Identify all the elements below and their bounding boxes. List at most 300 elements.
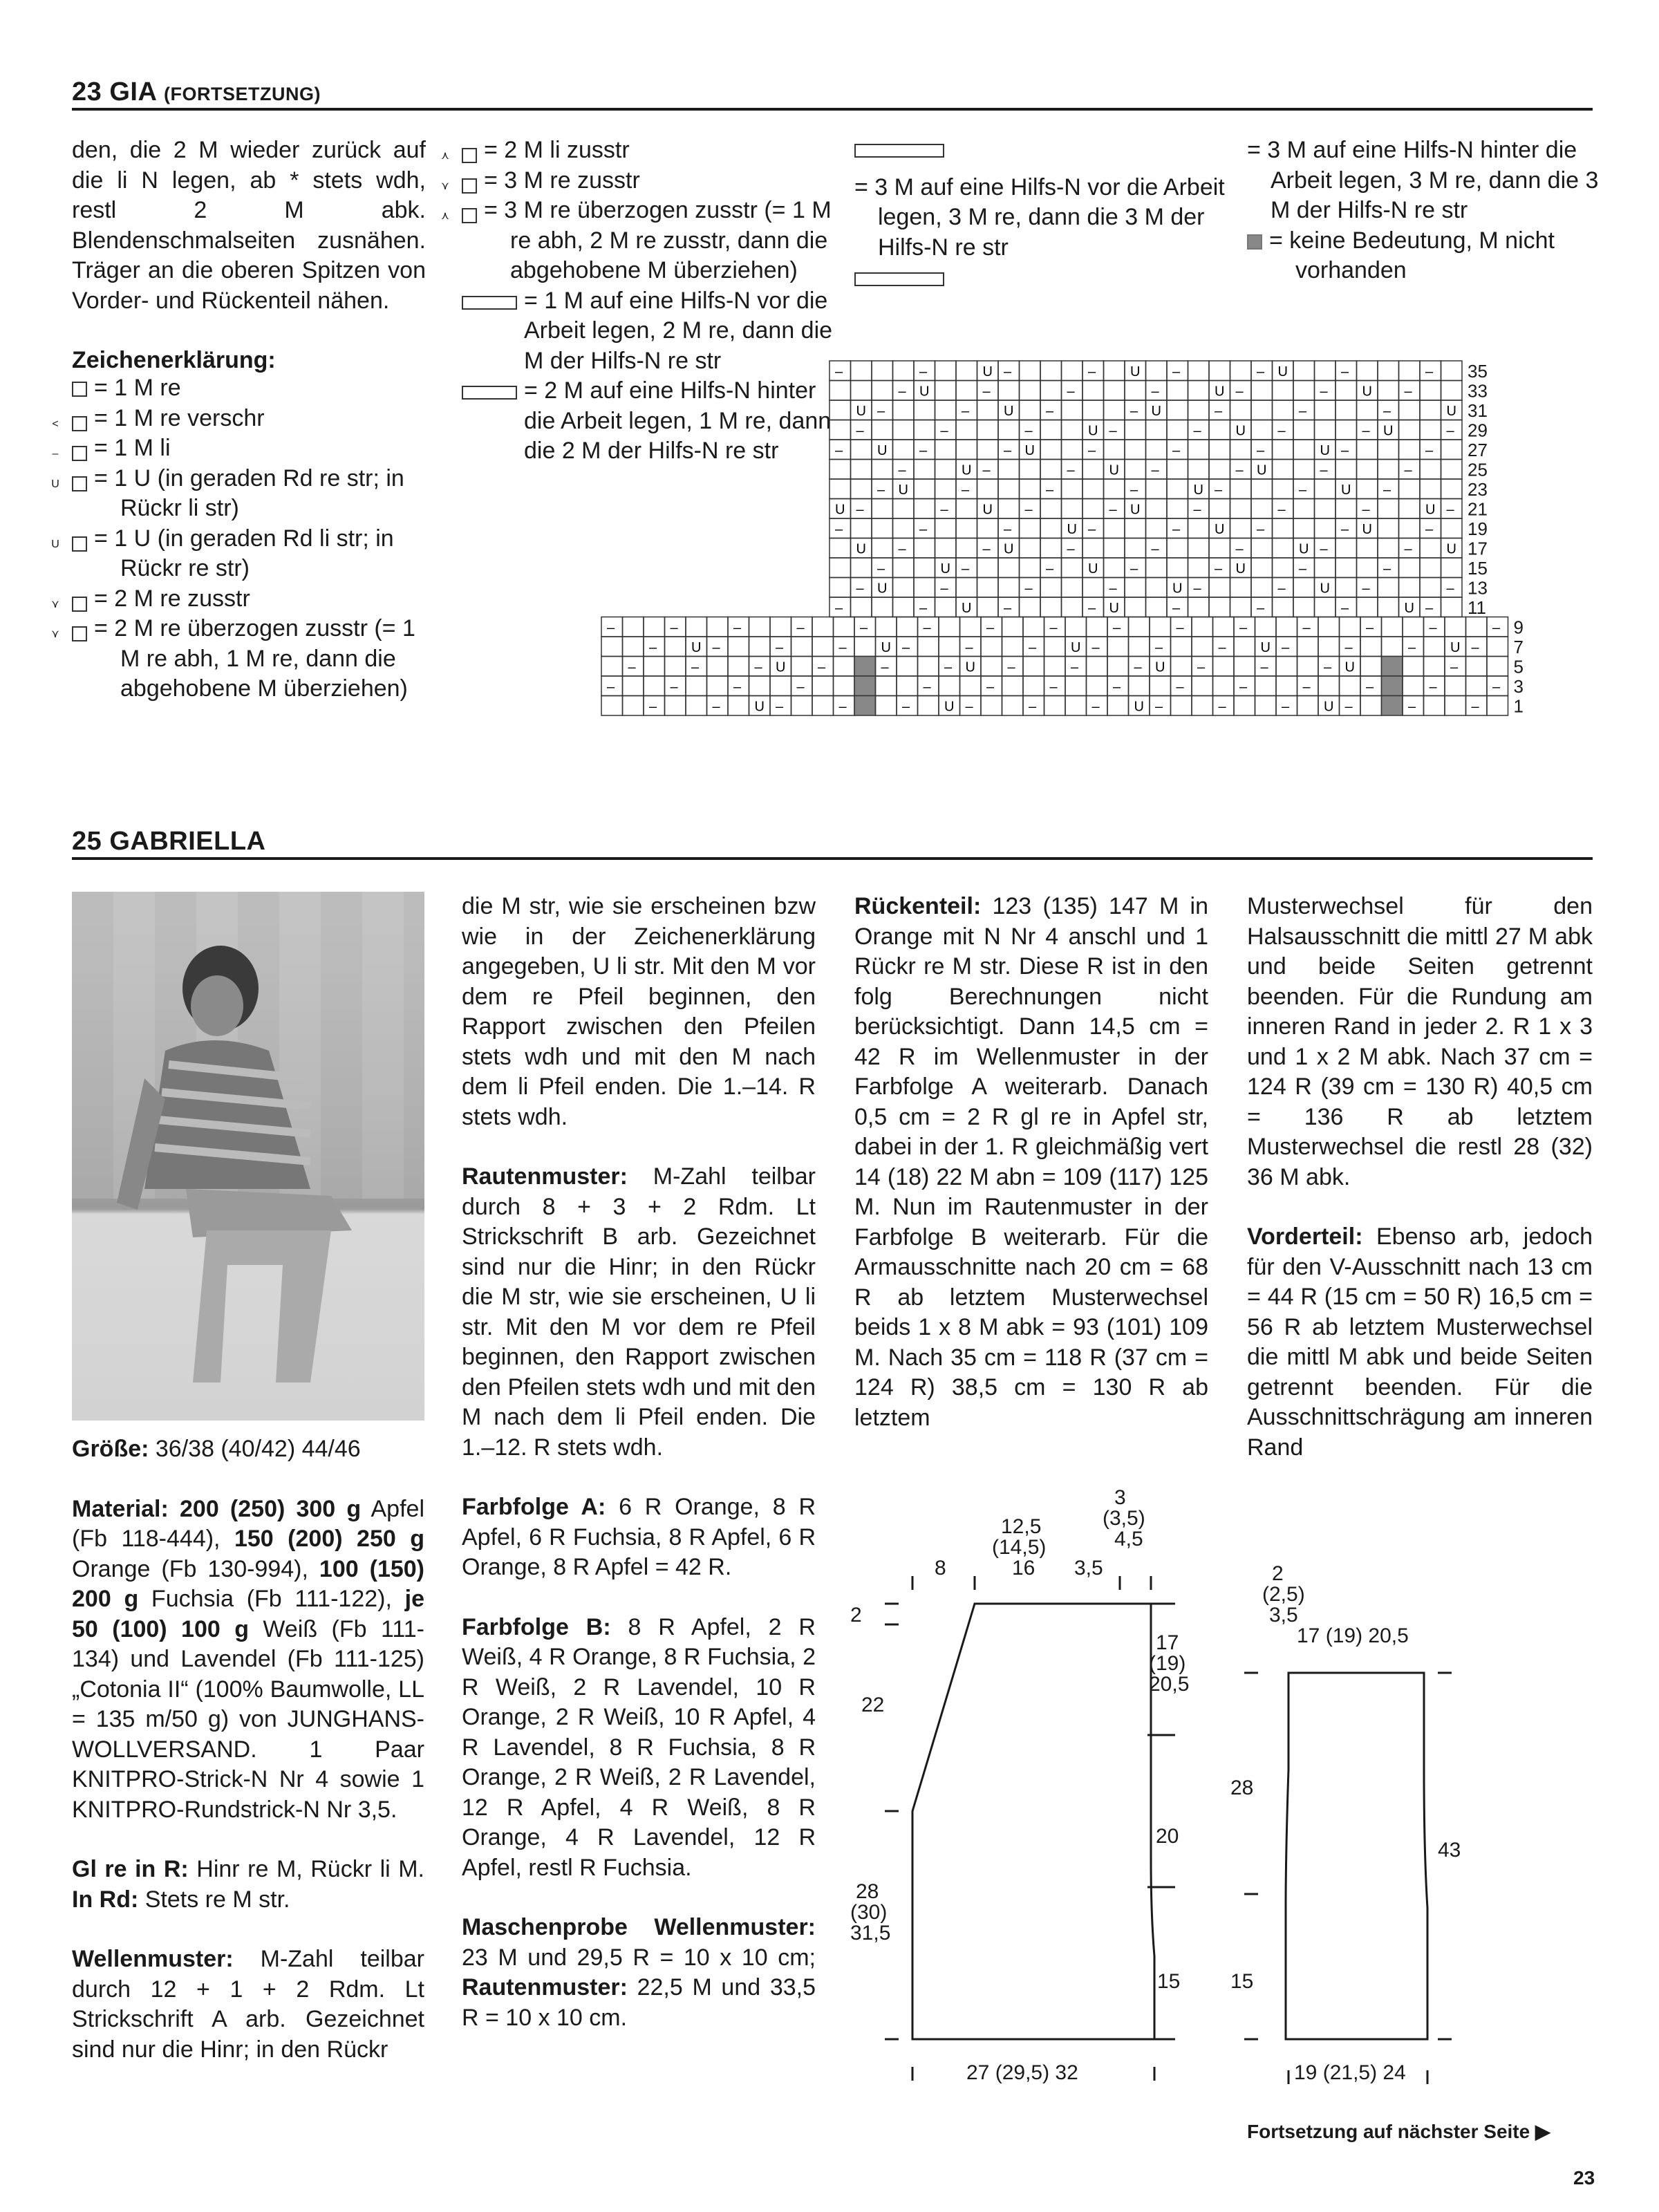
chart-cell: [1188, 538, 1210, 559]
chart-cell: [1251, 420, 1273, 440]
chart-row-number: 13: [1468, 577, 1488, 599]
legend-list-3: [854, 142, 1228, 293]
chart-cell: [872, 499, 893, 519]
chart-symbol: U: [1024, 443, 1035, 458]
chart-cell: [1251, 381, 1273, 401]
chart-symbol: –: [877, 561, 885, 577]
chart-symbol: –: [856, 502, 864, 518]
chart-cell: [1293, 361, 1315, 381]
chart-cell: [1129, 637, 1150, 657]
chart-row-number: 21: [1468, 498, 1488, 520]
chart-symbol: U: [1404, 601, 1414, 616]
chart-cell: [1335, 499, 1357, 519]
chart-cell: [1023, 617, 1044, 637]
legend-item: U = 1 U (in geraden Rd li str; in Rückr re str): [51, 525, 394, 581]
chart-symbol: U: [1172, 581, 1183, 597]
chart-symbol: –: [1215, 482, 1223, 498]
chart-cell: [1107, 637, 1129, 657]
chart-cell: [935, 440, 957, 460]
chart-symbol: –: [607, 620, 615, 636]
chart-cell: [1445, 617, 1466, 637]
chart-symbol: U: [1215, 384, 1225, 400]
chart-cell: [1297, 696, 1319, 716]
chart-cell: [1441, 361, 1463, 381]
chart-symbol: –: [1049, 620, 1058, 636]
chart-cell: [1399, 361, 1421, 381]
chart-cell: [1466, 676, 1488, 696]
chart-cell: [1188, 558, 1210, 578]
chart-cell: [1209, 578, 1230, 598]
chart-cell: [1335, 558, 1357, 578]
gl-re-paragraph: Gl re in R: Hinr re M, Rückr li M. In Rd: Stets re M str.: [72, 1856, 424, 1913]
chart-cell: [1293, 460, 1315, 480]
chart-cell: [665, 637, 686, 657]
section-25-title: 25 GABRIELLA: [72, 827, 266, 856]
chart-cell: [1020, 558, 1041, 578]
chart-symbol: –: [982, 541, 991, 557]
chart-symbol: –: [796, 620, 805, 636]
chart-cell: [1040, 578, 1062, 598]
chart-cell: [1357, 479, 1378, 499]
chart-cell: [1441, 518, 1463, 538]
chart-cell: [1023, 676, 1044, 696]
chart-cell: [1065, 676, 1087, 696]
chart-symbol: –: [1302, 679, 1311, 695]
chart-cell: [1125, 440, 1146, 460]
chart-cell: [893, 420, 915, 440]
wellenmuster-cont: die M str, wie sie erscheinen bzw wie in der Zeichenerklärung angegeben, U li str. Mit den M vor dem re Pfeil beginnen, den Rapport zwischen den Pfeilen stets wdh und mit den M nach dem li Pfeil enden. Die 1.–14. R stets wdh.: [462, 893, 816, 1130]
chart-cell: [1378, 578, 1399, 598]
chart-cell: [935, 518, 957, 538]
chart-cell: [998, 499, 1020, 519]
model-photo: [72, 892, 424, 1421]
chart-cell: [1335, 460, 1357, 480]
farbfolge-b-paragraph: Farbfolge B: 8 R Apfel, 2 R Weiß, 4 R Orange, 8 R Fuchsia, 2 R Weiß, 2 R Lavendel, 10 R Orange, 2 R Weiß, 10 R Apfel, 4 R Lavendel, 8 R Fuchsia, 8 R Orange, 2 R Weiß, 2 R Lavendel, 12 R Apfel, 4 R Weiß, 8 R Orange, 4 R Lavendel, 12 R Apfel, restl R Fuchsia.: [462, 1613, 816, 1881]
chart-cell: [1146, 420, 1168, 440]
chart-cell: [1082, 538, 1104, 559]
chart-symbol: –: [1091, 640, 1100, 655]
chart-symbol: –: [1091, 699, 1100, 715]
chart-cell: [1255, 676, 1277, 696]
chart-symbol: –: [1383, 561, 1391, 577]
chart-symbol: –: [1024, 423, 1033, 439]
chart-cell: [644, 676, 665, 696]
chart-symbol: –: [1344, 640, 1353, 655]
chart-symbol: –: [1113, 620, 1121, 636]
chart-cell: [1188, 460, 1210, 480]
chart-symbol: U: [1134, 699, 1144, 715]
chart-cell: [1171, 637, 1192, 657]
chart-cell: [1399, 479, 1421, 499]
chart-symbol: –: [1257, 443, 1265, 458]
chart-symbol: U: [1450, 640, 1461, 655]
chart-symbol: –: [940, 581, 948, 597]
chart-symbol: –: [1257, 601, 1265, 616]
chart-symbol: –: [1492, 620, 1501, 636]
legend-item: = 3 M auf eine Hilfs-N vor die Arbeit legen, 3 M re, dann die 3 M der Hilfs-N re str: [854, 174, 1225, 261]
chart-cell: [830, 538, 851, 559]
cable-front-1-2-icon: [462, 296, 517, 310]
chart-symbol: U: [1004, 404, 1014, 419]
chart-cell: [1062, 578, 1083, 598]
chart-cell: [1273, 597, 1294, 617]
chart-cell: [1040, 499, 1062, 519]
chart-cell: [872, 460, 893, 480]
chart-cell: [897, 676, 918, 696]
chart-cell: [1441, 381, 1463, 401]
chart-cell: [977, 479, 999, 499]
chart-symbol: U: [962, 462, 972, 478]
chart-symbol: –: [1218, 640, 1226, 655]
chart-cell: [1251, 479, 1273, 499]
chart-cell: [1107, 696, 1129, 716]
dim-8: 8: [935, 1557, 946, 1580]
chart-symbol: –: [1024, 581, 1033, 597]
section-25-rule: [72, 857, 1593, 860]
chart-symbol: –: [940, 502, 948, 518]
chart-row-number: 29: [1468, 420, 1488, 441]
ssk-icon: ⋎: [72, 626, 87, 641]
chart-row-number: 3: [1513, 676, 1524, 697]
chart-cell: [1062, 400, 1083, 420]
chart-symbol: –: [1215, 404, 1223, 419]
chart-symbol: –: [1471, 699, 1479, 715]
chart-cell: [1146, 361, 1168, 381]
dim-15: 15: [1157, 1970, 1181, 1993]
yarn-over-icon: U: [72, 476, 87, 491]
chart-symbol: –: [1492, 679, 1501, 695]
chart-cell: [1420, 420, 1441, 440]
chart-cell: [977, 440, 999, 460]
chart-cell: [872, 361, 893, 381]
chart-symbol: –: [1172, 522, 1181, 537]
chart-cell: [1424, 637, 1445, 657]
chart-cell: [1445, 676, 1466, 696]
chart-symbol: U: [1425, 502, 1436, 518]
chart-cell: [1082, 381, 1104, 401]
chart-symbol: U: [1341, 482, 1351, 498]
chart-symbol: U: [962, 601, 972, 616]
chart-cell: [1082, 460, 1104, 480]
chart-cell: [1040, 361, 1062, 381]
chart-cell: [728, 657, 749, 677]
chart-cell: [851, 558, 872, 578]
chart-cell: [1357, 440, 1378, 460]
chart-cell: [1104, 381, 1125, 401]
chart-cell: [1399, 400, 1421, 420]
chart-cell: [854, 676, 876, 696]
chart-cell: [1209, 597, 1230, 617]
chart-symbol: –: [919, 522, 928, 537]
chart-symbol: U: [965, 659, 975, 675]
chart-cell: [1062, 420, 1083, 440]
chart-symbol: –: [1004, 443, 1012, 458]
chart-symbol: –: [1109, 423, 1117, 439]
chart-symbol: –: [860, 620, 868, 636]
chart-cell: [1167, 460, 1188, 480]
chart-cell: [1213, 617, 1235, 637]
chart-symbol: U: [898, 482, 908, 498]
chart-cell: [977, 400, 999, 420]
chart-cell: [1002, 696, 1024, 716]
chart-cell: [1251, 558, 1273, 578]
chart-cell: [1082, 499, 1104, 519]
chart-symbol: –: [1299, 482, 1307, 498]
chart-cell: [1378, 460, 1399, 480]
chart-cell: [960, 676, 982, 696]
chart-symbol: –: [1130, 561, 1138, 577]
chart-cell: [1146, 578, 1168, 598]
chart-cell: [1040, 518, 1062, 538]
chart-cell: [686, 676, 707, 696]
chart-cell: [1251, 499, 1273, 519]
legend-item: = 1 M auf eine Hilfs-N vor die Arbeit legen, 2 M re, dann die M der Hilfs-N re str: [462, 286, 835, 377]
chart-symbol: U: [1130, 502, 1141, 518]
chart-cell: [998, 381, 1020, 401]
chart-symbol: –: [776, 699, 784, 715]
chart-symbol: –: [1425, 522, 1434, 537]
chart-symbol: –: [919, 364, 928, 379]
chart-cell: [960, 617, 982, 637]
chart-cell: [1150, 676, 1171, 696]
s25-col2: [462, 892, 816, 2033]
chart-symbol: U: [1324, 699, 1334, 715]
chart-cell: [893, 518, 915, 538]
chart-symbol: –: [1109, 581, 1117, 597]
chart-symbol: –: [1130, 404, 1138, 419]
chart-symbol: –: [1134, 659, 1142, 675]
chart-symbol: –: [1235, 384, 1244, 400]
chart-symbol: –: [1408, 640, 1416, 655]
chart-cell: [1273, 538, 1294, 559]
chart-cell: [1209, 538, 1230, 559]
chart-row-number: 35: [1468, 361, 1488, 382]
chart-cell: [1424, 696, 1445, 716]
chart-cell: [998, 558, 1020, 578]
chart-symbol: –: [1299, 404, 1307, 419]
chart-cell: [1382, 676, 1403, 696]
chart-cell: [1087, 657, 1108, 677]
section-23-rule: [72, 108, 1593, 111]
arrow-right-icon: ▶: [1535, 2121, 1550, 2142]
chart-cell: [791, 657, 813, 677]
chart-cell: [834, 617, 855, 637]
maschenprobe-paragraph: Maschenprobe Wellenmuster: 23 M und 29,5 R = 10 x 10 cm; Rautenmuster: 22,5 M und 33,5 R = 10 x 10 cm.: [462, 1914, 816, 2031]
chart-symbol: –: [962, 561, 970, 577]
chart-row-number: 11: [1468, 597, 1486, 618]
chart-cell: [1044, 657, 1066, 677]
chart-cell: [749, 617, 771, 637]
chart-cell: [918, 637, 939, 657]
chart-cell: [1255, 617, 1277, 637]
chart-symbol: –: [1235, 462, 1244, 478]
chart-cell: [1082, 479, 1104, 499]
chart-symbol: U: [1088, 423, 1098, 439]
chart-symbol: –: [691, 659, 700, 675]
chart-symbol: –: [1446, 423, 1454, 439]
chart-symbol: –: [796, 679, 805, 695]
chart-symbol: U: [1320, 581, 1330, 597]
sleeve-dim-top: 17 (19) 20,5: [1297, 1624, 1409, 1647]
chart-symbol: –: [1067, 384, 1075, 400]
chart-symbol: –: [1151, 462, 1159, 478]
chart-cell: [1378, 440, 1399, 460]
chart-cell: [1146, 479, 1168, 499]
chart-symbol: –: [1088, 522, 1096, 537]
chart-cell: [914, 538, 935, 559]
chart-cell: [1466, 617, 1488, 637]
chart-symbol: –: [1383, 404, 1391, 419]
chart-symbol: –: [1404, 462, 1412, 478]
chart-cell: [1360, 657, 1382, 677]
chart-cell: [1020, 538, 1041, 559]
legend-item: ⋏ = 2 M li zusstr: [441, 137, 630, 163]
chart-cell: [686, 696, 707, 716]
chart-cell: [1192, 637, 1213, 657]
chart-symbol: –: [962, 482, 970, 498]
chart-cell: [854, 657, 876, 677]
sleeve-dim-43: 43: [1438, 1839, 1461, 1862]
chart-symbol: –: [962, 404, 970, 419]
chart-cell: [1150, 617, 1171, 637]
chart-cell: [644, 617, 665, 637]
chart-symbol: –: [1046, 404, 1054, 419]
legend-item: ⋎ = 3 M re zusstr: [441, 167, 640, 194]
chart-cell: [935, 400, 957, 420]
chart-symbol: –: [965, 699, 973, 715]
chart-cell: [791, 696, 813, 716]
chart-cell: [935, 381, 957, 401]
chart-cell: [1251, 400, 1273, 420]
chart-symbol: –: [898, 384, 906, 400]
chart-symbol: –: [856, 581, 864, 597]
chart-cell: [707, 657, 729, 677]
chart-cell: [981, 657, 1002, 677]
chart-cell: [812, 696, 834, 716]
chart-cell: [1315, 558, 1336, 578]
chart-cell: [1315, 479, 1336, 499]
chart-symbol: U: [877, 581, 888, 597]
chart-cell: [1424, 657, 1445, 677]
section-title-main: 23 GIA: [72, 77, 156, 106]
chart-cell: [872, 538, 893, 559]
chart-symbol: –: [649, 699, 657, 715]
chart-symbol: –: [1176, 679, 1184, 695]
chart-symbol: –: [898, 541, 906, 557]
chart-symbol: –: [1151, 384, 1159, 400]
chart-symbol: U: [1004, 541, 1014, 557]
chart-cell: [851, 381, 872, 401]
chart-symbol: –: [982, 462, 991, 478]
chart-cell: [830, 558, 851, 578]
legend-item: = keine Bedeutung, M nicht vorhanden: [1247, 226, 1606, 286]
chart-cell: [1441, 558, 1463, 578]
chart-cell: [1297, 637, 1319, 657]
chart-cell: [1399, 440, 1421, 460]
legend-item: = 3 M auf eine Hilfs-N hinter die Arbeit legen, 3 M re, dann die 3 M der Hilfs-N re str: [1247, 137, 1599, 223]
chart-cell: [1087, 676, 1108, 696]
chart-symbol: –: [1383, 482, 1391, 498]
chart-cell: [1357, 558, 1378, 578]
chart-symbol: –: [902, 699, 910, 715]
chart-cell: [1209, 361, 1230, 381]
chart-symbol: –: [1151, 541, 1159, 557]
chart-cell: [851, 460, 872, 480]
chart-cell: [1293, 578, 1315, 598]
chart-cell: [1020, 479, 1041, 499]
chart-cell: [1340, 676, 1361, 696]
s25-col1: [72, 1434, 424, 2065]
chart-symbol: –: [776, 640, 784, 655]
chart-cell: [977, 578, 999, 598]
chart-symbol: –: [1218, 699, 1226, 715]
chart-cell: [854, 637, 876, 657]
k3tog-icon: ⋎: [462, 178, 477, 194]
chart-cell: [1230, 479, 1252, 499]
chart-cell: [1129, 676, 1150, 696]
chart-symbol: –: [1366, 620, 1374, 636]
chart-row-number: 23: [1468, 479, 1488, 500]
chart-cell: [1167, 558, 1188, 578]
chart-symbol: –: [1425, 601, 1434, 616]
chart-symbol: U: [1088, 561, 1098, 577]
chart-cell: [749, 637, 771, 657]
dim-bottom-width: 27 (29,5) 32: [966, 2061, 1078, 2084]
knit-stitch-icon: [72, 382, 87, 397]
chart-symbol: –: [712, 640, 720, 655]
rautenmuster-paragraph: Rautenmuster: M-Zahl teilbar durch 8 + 3 + 2 Rdm. Lt Strickschrift B arb. Gezeichnet sind nur die Hinr; in den Rückr die M str, wie sie erscheinen, U li str. Mit den M vor dem re Pfeil beginnen, den Rapport zwischen den Pfeilen stets wdh und mit den M nach dem li Pfeil enden. Die 1.–12. R stets wdh.: [462, 1163, 816, 1461]
chart-cell: [1209, 420, 1230, 440]
chart-cell: [1002, 617, 1024, 637]
material-paragraph: Material: 200 (250) 300 g Apfel (Fb 118-444), 150 (200) 250 g Orange (Fb 130-994), 100 (150) 200 g Fuchsia (Fb 111-122), je 50 (100) 100 g Weiß (Fb 111-134) und Lavendel (Fb 111-125) „Cotonia II“ (100% Baumwolle, LL = 135 m/50 g) von JUNGHANS-WOLLVERSAND. 1 Paar KNITPRO-Strick-N Nr 4 sowie 1 KNITPRO-Rundstrick-N Nr 3,5.: [72, 1495, 425, 1823]
chart-symbol: –: [835, 364, 843, 379]
chart-symbol: –: [1425, 443, 1434, 458]
chart-symbol: U: [1299, 541, 1309, 557]
chart-cell: [956, 361, 977, 381]
chart-cell: [728, 696, 749, 716]
chart-symbol: U: [1071, 640, 1081, 655]
sk2p-icon: ⋏: [462, 208, 477, 223]
schematic-sleeve: [1230, 1562, 1535, 2115]
chart-symbol: –: [986, 620, 995, 636]
chart-cell: [1360, 637, 1382, 657]
legend-item: < = 1 M re verschr: [52, 404, 265, 431]
chart-cell: [1273, 381, 1294, 401]
chart-cell: [1065, 617, 1087, 637]
chart-symbol: U: [944, 699, 955, 715]
chart-cell: [1125, 578, 1146, 598]
chart-symbol: U: [1193, 482, 1203, 498]
rueckenteil-paragraph: Rückenteil: 123 (135) 147 M in Orange mit N Nr 4 anschl und 1 Rückr re M str. Diese R ist in den folg Berechnungen nicht berücksichtigt. Dann 14,5 cm = 42 R im Wellenmuster in der Farbfolge A weiterarb. Danach 0,5 cm = 2 R gl re in Apfel str, dabei in der 1. R gleichmäßig vert 14 (18) 22 M abn = 109 (117) 125 M. Nun im Rautenmuster in der Farbfolge B weiterarb. Für die Armausschnitte nach 20 cm = 68 R ab letztem Musterwechsel beids 1 x 8 M abk = 93 (101) 109 M. Nach 35 cm = 118 R (37 cm = 124 R) 38,5 cm = 130 R ab letztem: [854, 893, 1208, 1431]
chart-cell: [956, 420, 977, 440]
chart-cell: [1087, 617, 1108, 637]
no-stitch-icon: [1247, 234, 1262, 250]
chart-cell: [977, 518, 999, 538]
cable-front-3-3-icon: [854, 144, 944, 158]
chart-cell: [956, 440, 977, 460]
chart-cell: [665, 657, 686, 677]
chart-symbol: U: [1257, 462, 1267, 478]
chart-cell: [1335, 420, 1357, 440]
chart-symbol: –: [607, 679, 615, 695]
chart-cell: [1251, 538, 1273, 559]
chart-cell: [893, 558, 915, 578]
chart-cell: [998, 578, 1020, 598]
chart-cell: [1171, 696, 1192, 716]
chart-cell: [1340, 617, 1361, 637]
chart-cell: [1357, 400, 1378, 420]
chart-row-number: 31: [1468, 400, 1488, 421]
